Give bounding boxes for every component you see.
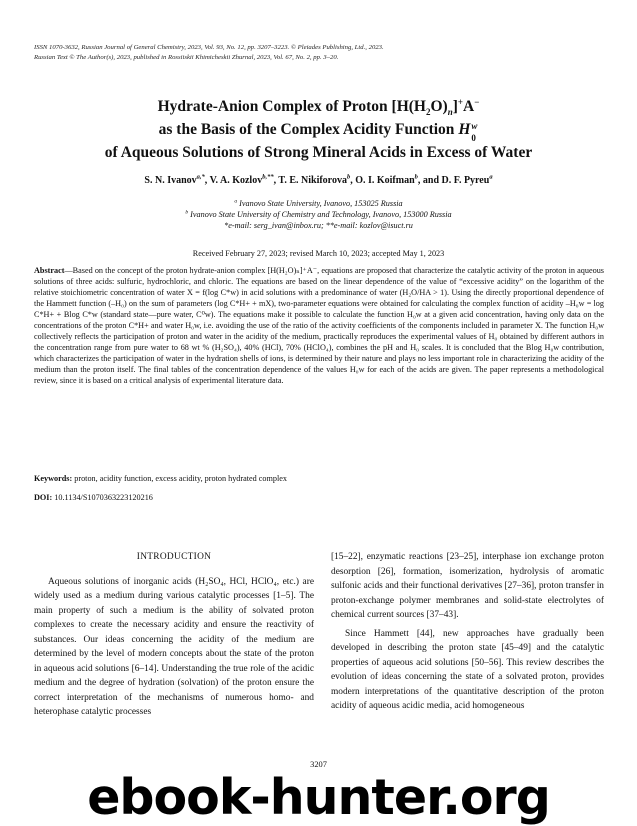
doi: DOI: 10.1134/S1070363223120216 [34, 493, 153, 502]
header-line-2: Russian Text © The Author(s), 2023, published in Rossiiskii Khimicheskii Zhurnal, 2023, Vol. 67, No. 2, pp. 3–20. [34, 54, 339, 61]
watermark: ebook-hunter.org [87, 769, 550, 826]
left-column [34, 550, 314, 720]
header-line-1: ISSN 1070-3632, Russian Journal of General Chemistry, 2023, Vol. 93, No. 12, pp. 3207–3223. © Pleiades Publishing, Ltd., 2023. [34, 44, 384, 51]
doi-link[interactable]: 10.1134/S1070363223120216 [52, 493, 153, 502]
received-dates: Received February 27, 2023; revised March 10, 2023; accepted May 1, 2023 [192, 249, 445, 258]
abstract [34, 265, 604, 387]
abstract-label: Abstract [34, 266, 65, 275]
affiliation-b: $^b$ Ivanovo State University of Chemistry and Technology, Ivanovo, 153000 Russia [185, 209, 452, 219]
affiliation-a: $^a$ Ivanovo State University, Ivanovo, 153025 Russia [234, 198, 403, 208]
title-line-2: as the Basis of the Complex Acidity Function H w 0 [158, 121, 478, 143]
keywords: Keywords: proton, acidity function, excess acidity, proton hydrated complex [34, 474, 287, 483]
journal-header [34, 43, 604, 63]
section-heading-introduction: INTRODUCTION [136, 552, 212, 562]
abstract-text: —Based on the concept of the proton hydrate-anion complex [H(H₂O)ₙ]⁺A⁻, equations are proposed that characterize the catalytic activity of the proton in aqueous solutions of three acids: sulfuric, hydrochloric, and chloric. The equations are based on the linear dependence of the value of “excessive acidity” on the logarithm of the relative stoichiometric concentration of water X = f(log C*w) in acid solutions with a predominance of water (H₂O/HA > 1). Using the directly proportional dependence of the Hammett function (–H₀) on the sum of parameters (log C*H+ + mX), two-parameter equations were obtained for calculating the complex function of acidity –H₀w = log C*H+ + Blog C*w (standard state—pure water, C⁰w). The equations make it possible to calculate the function H₀w at a given acid concentration, having only data on the concentrations of the proton C*H+ and water H₀w, i.e. avoiding the use of the ratio of the activity coefficients of the components included in parameter X. The function H₀w collectively reflects the participation of proton and water in the acidity of the medium, practically reproduces the experimental values of H₀ obtained by different authors in the concentration range from pure water to 68 wt % (H₂SO₄), 40% (HCl), 70% (HClO₄), combines the pH and H₀ scales. It is concluded that the Blog H₀w contribution, which characterizes the participation of water in the hydration shells of ions, is determined by their nature and plays no less important role in characterizing the acidity of the medium than the proton itself. The final tables of the concentration dependence of the values H₀w for each of the acids are given. The paper represents a methodological review, since it is based on a critical analysis of experimental literature data. [34, 266, 604, 386]
affiliations [20, 198, 617, 231]
author-emails[interactable]: *e-mail: serg_ivan@inbox.ru; **e-mail: kozlov@isuct.ru [224, 221, 413, 230]
title-line-3: of Aqueous Solutions of Strong Mineral Acids in Excess of Water [104, 144, 533, 161]
intro-paragraph-1: Aqueous solutions of inorganic acids (H₂SO₄, HCl, HClO₄, etc.) are widely used as a medium during various catalytic processes [1–5]. The main property of such a medium is the ability of solvated proton complexes to create the necessary acidity and ensure the reactivity of substances. Our ideas concerning the acidity of the medium are determined by the level of modern concepts about the state of the proton in aqueous acid solutions [6–14]. Understanding the true role of the acidic medium and the degree of hydration (solvation) of the proton ensure the correct interpretation of the mechanisms of numerous homo- and heterophase catalytic processes [34, 576, 314, 717]
intro-paragraph-1-continued: [15–22], enzymatic reactions [23–25], interphase ion exchange proton desorption [26], formation, isomerization, hydrolysis of aromatic sulfonic acids and their functional derivatives [27–36], proton transfer in proton-exchange polymer membranes and solid-state electrolytes of chemical current sources [37–43]. [331, 552, 604, 620]
intro-paragraph-2: Since Hammett [44], new approaches have gradually been developed in describing the proton state [45–49] and the catalytic properties of aqueous acid solutions [50–56]. This review describes the evolution of ideas concerning the state of a solvated proton, provides modern interpretations of the quantitative description of the proton acidity of aqueous acidic media, acid homogeneous [331, 628, 604, 711]
author-list: S. N. Ivanov$^{a,*}$, V. A. Kozlov$^{b,**}$, T. E. Nikiforova$^b$, O. I. Koifman$^b$, and D. F. Pyreu$^a$ [144, 173, 493, 186]
page-number: 3207 [310, 760, 327, 769]
article-title [20, 95, 617, 164]
right-column [331, 550, 604, 714]
title-line-1: Hydrate-Anion Complex of Proton $[H(H_2O)_n]^+A^-$ [157, 96, 480, 118]
